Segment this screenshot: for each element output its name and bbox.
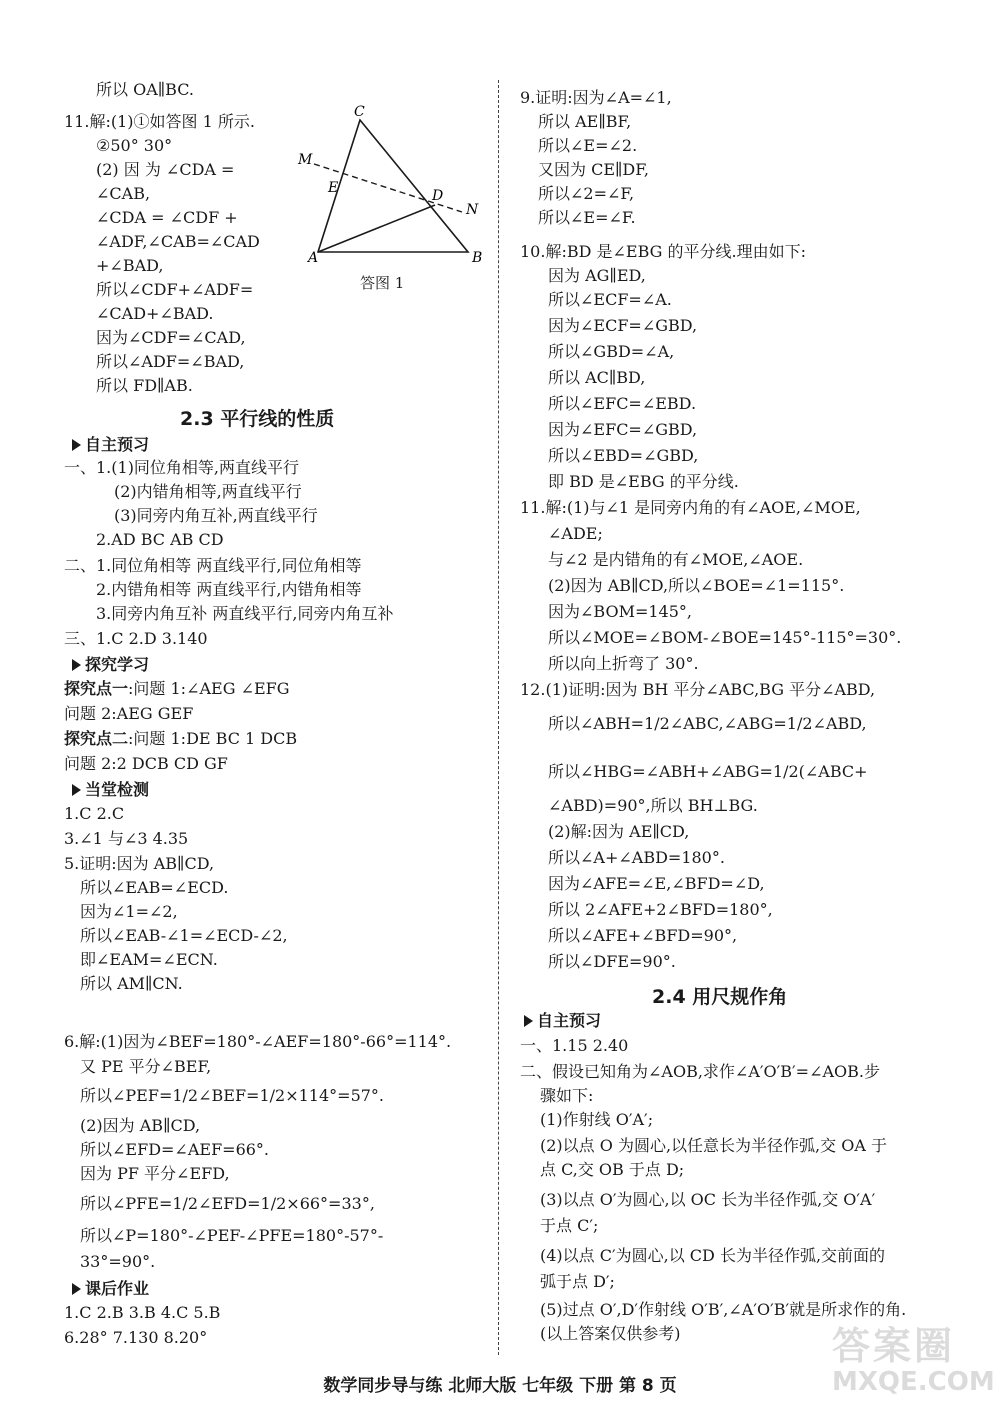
text-line: (2)因为 AB∥CD, — [80, 1116, 201, 1135]
text-line: 33°=90°. — [80, 1252, 156, 1271]
text-line: 1.C 2.C — [64, 804, 125, 823]
text-line: 所以∠EBD=∠GBD, — [548, 446, 699, 465]
text-line: (2) 因 为 ∠CDA = — [96, 160, 235, 179]
figure-caption: 答图 1 — [360, 274, 405, 292]
text-line: 所以∠MOE=∠BOM-∠BOE=145°-115°=30°. — [548, 628, 902, 647]
subheading-homework: 课后作业 — [72, 1276, 149, 1299]
text-line: 探究点一:问题 1:∠AEG ∠EFG — [64, 679, 290, 698]
triangle-bullet-icon — [72, 439, 81, 451]
text-line: ∠ADF,∠CAB=∠CAD — [96, 232, 260, 251]
text-line: 又因为 CE∥DF, — [538, 160, 649, 179]
subheading-preview: 自主预习 — [72, 432, 149, 455]
text-line: 6.解:(1)因为∠BEF=180°-∠AEF=180°-66°=114°. — [64, 1032, 452, 1051]
text-line: 所以∠GBD=∠A, — [548, 342, 675, 361]
text-line: 所以∠HBG=∠ABH+∠ABG=1/2(∠ABC+ — [548, 762, 868, 781]
text-line: 二、1.同位角相等 两直线平行,同位角相等 — [64, 556, 362, 575]
label-a: A — [308, 250, 319, 266]
text-line: ∠ADE; — [548, 524, 603, 543]
text-line: 3.∠1 与∠3 4.35 — [64, 829, 189, 848]
text-line: (2)以点 O 为圆心,以任意长为半径作弧,交 OA 于 — [540, 1136, 887, 1155]
text-line: 弧于点 D′; — [540, 1272, 615, 1291]
text-line: 10.解:BD 是∠EBG 的平分线.理由如下: — [520, 242, 806, 261]
text-line: 探究点二:问题 1:DE BC 1 DCB — [64, 729, 298, 748]
text-line: 11.解:(1)与∠1 是同旁内角的有∠AOE,∠MOE, — [520, 498, 861, 517]
text-line: (以上答案仅供参考) — [540, 1324, 681, 1343]
text-line: ∠CAB, — [96, 184, 151, 203]
text-line: 骤如下: — [540, 1086, 594, 1105]
subheading-explore: 探究学习 — [72, 652, 149, 675]
text-line: 所以∠EAB-∠1=∠ECD-∠2, — [80, 926, 288, 945]
page-footer: 数学同步导与练 北师大版 七年级 下册 第 8 页 — [323, 1376, 677, 1396]
text-line: 因为∠CDF=∠CAD, — [96, 328, 246, 347]
triangle-bullet-icon — [72, 659, 81, 671]
text-line: 所以∠PFE=1/2∠EFD=1/2×66°=33°, — [80, 1194, 375, 1213]
text-line: 因为∠EFC=∠GBD, — [548, 420, 698, 439]
text-line: 11.解:(1)①如答图 1 所示. — [64, 112, 255, 131]
watermark-url: MXQE.COM — [832, 1367, 995, 1397]
text-line: 所以∠EFC=∠EBD. — [548, 394, 697, 413]
text-line: 2.AD BC AB CD — [96, 530, 224, 549]
text-line: 一、1.(1)同位角相等,两直线平行 — [64, 458, 300, 477]
text-line: 所以∠ECF=∠A. — [548, 290, 672, 309]
label-b: B — [472, 250, 483, 266]
text-line: ∠CDA = ∠CDF + — [96, 208, 238, 227]
watermark-text: 答案圈 — [832, 1324, 956, 1368]
text-line: 9.证明:因为∠A=∠1, — [520, 88, 672, 107]
text-line: 5.证明:因为 AB∥CD, — [64, 854, 215, 873]
text-line: 所以 OA∥BC. — [96, 80, 194, 99]
text-line: ∠ABD)=90°,所以 BH⊥BG. — [548, 796, 758, 815]
subheading-check: 当堂检测 — [72, 777, 149, 800]
text-line: 所以 AM∥CN. — [80, 974, 183, 993]
text-line: 所以∠CDF+∠ADF= — [96, 280, 254, 299]
text-line: 3.同旁内角互补 两直线平行,同旁内角互补 — [96, 604, 394, 623]
triangle-bullet-icon — [72, 1283, 81, 1295]
text-line: 所以∠ADF=∠BAD, — [96, 352, 245, 371]
text-line: 因为∠BOM=145°, — [548, 602, 692, 621]
text-line: 所以∠DFE=90°. — [548, 952, 676, 971]
text-line: (2)因为 AB∥CD,所以∠BOE=∠1=115°. — [548, 576, 845, 595]
text-line: 所以 FD∥AB. — [96, 376, 193, 395]
text-line: 一、1.15 2.40 — [520, 1036, 629, 1055]
text-line: (4)以点 C′为圆心,以 CD 长为半径作弧,交前面的 — [540, 1246, 886, 1265]
label-m: M — [298, 152, 313, 168]
label-d: D — [432, 188, 444, 204]
label-e: E — [328, 180, 339, 196]
section-title-2-3: 2.3 平行线的性质 — [180, 408, 335, 430]
text-line: 点 C,交 OB 于点 D; — [540, 1160, 685, 1179]
text-line: 问题 2:AEG GEF — [64, 704, 194, 723]
text-line: 与∠2 是内错角的有∠MOE,∠AOE. — [548, 550, 804, 569]
text-line: 1.C 2.B 3.B 4.C 5.B — [64, 1303, 221, 1322]
text-line: 因为 PF 平分∠EFD, — [80, 1164, 230, 1183]
text-line: (3)同旁内角互补,两直线平行 — [114, 506, 318, 525]
triangle-bullet-icon — [524, 1015, 533, 1027]
text-line: 所以∠EFD=∠AEF=66°. — [80, 1140, 270, 1159]
text-line: 所以∠A+∠ABD=180°. — [548, 848, 725, 867]
text-line: (1)作射线 O′A′; — [540, 1110, 654, 1129]
label-c: C — [354, 104, 365, 120]
text-line: 因为∠1=∠2, — [80, 902, 178, 921]
text-line: 所以 AC∥BD, — [548, 368, 646, 387]
label-n: N — [466, 202, 479, 218]
text-line: ②50° 30° — [96, 136, 173, 155]
text-line: 所以 AE∥BF, — [538, 112, 632, 131]
text-line: 所以∠AFE+∠BFD=90°, — [548, 926, 738, 945]
text-line: 二、假设已知角为∠AOB,求作∠A′O′B′=∠AOB.步 — [520, 1062, 880, 1081]
text-line: 12.(1)证明:因为 BH 平分∠ABC,BG 平分∠ABD, — [520, 680, 876, 699]
section-title-2-4: 2.4 用尺规作角 — [652, 986, 788, 1008]
text-line: (2)内错角相等,两直线平行 — [114, 482, 302, 501]
text-line: 所以 2∠AFE+2∠BFD=180°, — [548, 900, 773, 919]
text-line: (2)解:因为 AE∥CD, — [548, 822, 690, 841]
text-line: 所以∠EAB=∠ECD. — [80, 878, 229, 897]
text-line: 因为 AG∥ED, — [548, 266, 646, 285]
text-line: 所以∠PEF=1/2∠BEF=1/2×114°=57°. — [80, 1086, 385, 1105]
triangle-bullet-icon — [72, 784, 81, 796]
text-line: 6.28° 7.130 8.20° — [64, 1328, 208, 1347]
text-line: (5)过点 O′,D′作射线 O′B′,∠A′O′B′就是所求作的角. — [540, 1300, 907, 1319]
text-line: 于点 C′; — [540, 1216, 599, 1235]
text-line: (3)以点 O′为圆心,以 OC 长为半径作弧,交 O′A′ — [540, 1190, 876, 1209]
text-line: 即 BD 是∠EBG 的平分线. — [548, 472, 739, 491]
text-line: +∠BAD, — [96, 256, 164, 275]
text-line: 2.内错角相等 两直线平行,内错角相等 — [96, 580, 362, 599]
text-line: 所以∠ABH=1/2∠ABC,∠ABG=1/2∠ABD, — [548, 714, 867, 733]
text-line: 问题 2:2 DCB CD GF — [64, 754, 228, 773]
text-line: 所以向上折弯了 30°. — [548, 654, 699, 673]
text-line: 所以∠P=180°-∠PEF-∠PFE=180°-57°- — [80, 1226, 384, 1245]
column-divider — [498, 80, 499, 1355]
text-line: 因为∠ECF=∠GBD, — [548, 316, 698, 335]
text-line: 三、1.C 2.D 3.140 — [64, 629, 208, 648]
text-line: 所以∠E=∠2. — [538, 136, 638, 155]
text-line: 所以∠2=∠F, — [538, 184, 635, 203]
text-line: 所以∠E=∠F. — [538, 208, 636, 227]
text-line: ∠CAD+∠BAD. — [96, 304, 214, 323]
subheading-preview-2: 自主预习 — [524, 1008, 601, 1031]
text-line: 即∠EAM=∠ECN. — [80, 950, 218, 969]
text-line: 又 PE 平分∠BEF, — [80, 1057, 212, 1076]
triangle-figure — [292, 102, 497, 292]
text-line: 因为∠AFE=∠E,∠BFD=∠D, — [548, 874, 765, 893]
